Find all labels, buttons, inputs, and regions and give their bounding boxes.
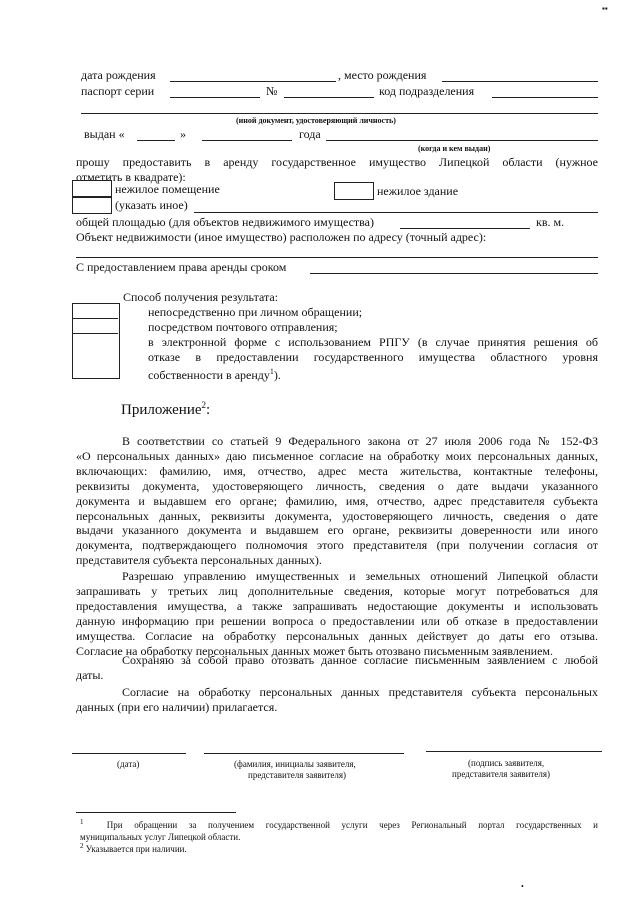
name-caption-2: представителя заявителя) [248,770,346,780]
year-label: года [299,127,321,141]
code-field[interactable] [492,97,598,98]
option-nonresidential-room: нежилое помещение [115,182,220,196]
name-caption-1: (фамилия, инициалы заявителя, [234,759,356,769]
option-other: (указать иное) [115,198,188,212]
consent-paragraph-3: Сохраняю за собой право отозвать данное согласие письменным заявлением с любой даты. [76,653,598,682]
checkbox-electronic[interactable] [72,333,120,379]
area-unit: кв. м. [536,215,565,229]
passport-number-field[interactable] [284,97,374,98]
address-label: Объект недвижимости (иное имущество) расположен по адресу (точный адрес): [76,230,487,244]
result-option-post: посредством почтового отправления; [148,320,338,334]
sign-signature-line[interactable] [426,751,602,752]
checkbox-nonresidential-building[interactable] [334,182,374,200]
address-field[interactable] [76,257,598,258]
passport-series-field[interactable] [170,97,260,98]
sign-caption-1: (подпись заявителя, [468,758,545,768]
other-doc-caption: (иной документ, удостоверяющий личность) [236,116,396,125]
footnote-2: $^2$ Указывается при наличии. [80,842,187,854]
issued-month-field[interactable] [202,140,292,141]
footnote-1: $^1$ При обращении за получением государственной услуги через Региональный портал государственных и муниципальных услуг Липецкой области. [80,818,598,842]
footnote-separator [76,812,236,813]
result-option-in-person: непосредственно при личном обращении; [148,305,363,319]
other-doc-field[interactable] [81,113,598,114]
option-nonresidential-building: нежилое здание [377,184,459,198]
pob-label: , место рождения [338,68,427,82]
term-field[interactable] [310,273,598,274]
issued-day-field[interactable] [137,140,175,141]
area-label: общей площадью (для объектов недвижимого имущества) [76,215,374,229]
issued-label: выдан « [84,127,125,141]
request-paragraph: прошу предоставить в аренду государственное имущество Липецкой области (нужное отметить в квадрате): [76,155,598,184]
other-field[interactable] [194,212,598,213]
date-caption: (дата) [117,759,140,769]
passport-label: паспорт серии [81,84,155,98]
dob-field[interactable] [170,81,336,82]
corner-scan-mark: ▪▪ [602,4,608,13]
appendix-heading: Приложение$^2$: [121,400,211,418]
number-label: № [266,84,278,98]
sign-caption-2: представителя заявителя) [452,769,550,779]
date-signature-line[interactable] [72,753,186,754]
result-option-electronic: в электронной форме с использованием РПГУ (в случае принятия решения об отказе в предоставлении государственного имущества областного уровня собственности в аренду$^1$). [148,335,598,382]
result-method-label: Способ получения результата: [123,290,279,304]
bottom-scan-dot: • [521,882,524,891]
checkbox-other[interactable] [72,196,112,214]
term-label: С предоставлением права аренды сроком [76,260,287,274]
issued-quote: » [180,127,186,141]
consent-paragraph-1: В соответствии со статьей 9 Федерального закона от 27 июля 2006 года № 152-ФЗ «О персональных данных» даю письменное согласие на обработку моих персональных данных, включающих: фамилию, имя, отчество, адрес места жительства, контактные телефоны, реквизиты документа, удостоверяющего личность, сведения о дате выдачи указанного документа и выдавшем его органе; фамилию, имя, отчество, адрес представителя субъекта персональных данных, реквизиты документа, удостоверяющего личность, сведения о дате выдачи указанного документа и выдавшем его органе, реквизиты доверенности или иного документа, подтверждающего полномочия этого представителя (при получении согласия от представителя субъекта персональных данных). [76,434,598,568]
pob-field[interactable] [442,81,598,82]
consent-paragraph-4: Согласие на обработку персональных данных представителя субъекта персональных данных (при его наличии) прилагается. [76,685,598,714]
issued-by-field[interactable] [326,140,598,141]
issued-caption: (когда и кем выдан) [418,144,491,153]
dob-label: дата рождения [81,68,156,82]
name-signature-line[interactable] [204,753,404,754]
code-label: код подразделения [379,84,475,98]
area-field[interactable] [400,228,530,229]
consent-paragraph-2: Разрешаю управлению имущественных и земельных отношений Липецкой области запрашивать у третьих лиц дополнительные сведения, которые могут потребоваться для предоставления имущества, а также запрашивать недостающие документы и использовать данную информацию при решении вопроса о предоставлении или об отказе в предоставлении имущества. Согласие на обработку персональных данных действует до даты его отзыва. Согласие на обработку персональных данных может быть отозвано письменным заявлением. [76,569,598,658]
